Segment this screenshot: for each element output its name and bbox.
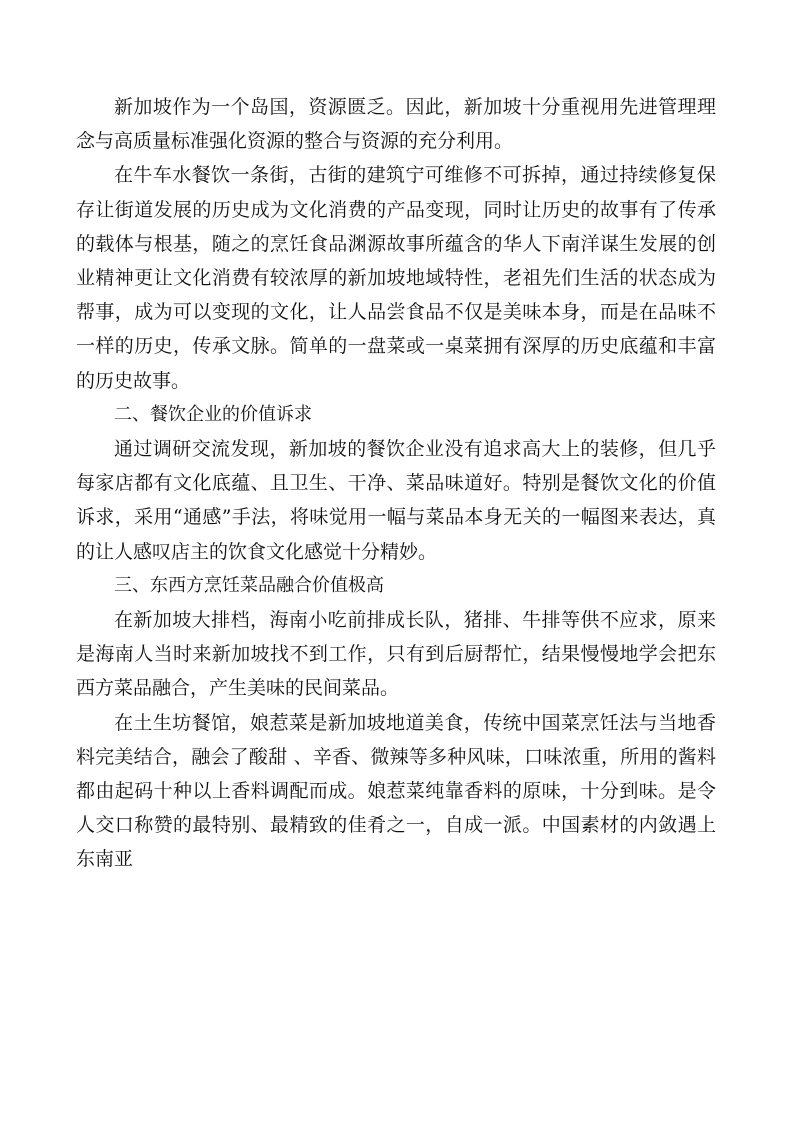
paragraph-chinatown-street: 在牛车水餐饮一条街，古街的建筑宁可维修不可拆掉，通过持续修复保存让街道发展的历史成为文化消费的产品变现，同时让历史的故事有了传承的载体与根基，随之的烹饪食品渊源故事所蕴含的华人下南洋谋生发展的创业精神更让文化消费有较浓厚的新加坡地域特性，老祖先们生活的状态成为帮事，成为可以变现的文化，让人品尝食品不仅是美味本身，而是在品味不一样的历史，传承文脉。简单的一盘菜或一桌菜拥有深厚的历史底蕴和丰富的历史故事。 <box>76 164 716 392</box>
section-heading-east-west-fusion: 三、东西方烹饪菜品融合价值极高 <box>114 574 384 596</box>
paragraph-resources: 新加坡作为一个岛国，资源匮乏。因此，新加坡十分重视用先进管理理念与高质量标准强化资源的整合与资源的充分利用。 <box>76 96 716 153</box>
paragraph-hawker-centre: 在新加坡大排档，海南小吃前排成长队，猪排、牛排等供不应求，原来是海南人当时来新加坡找不到工作，只有到后厨帮忙，结果慢慢地学会把东西方菜品融合，产生美味的民间菜品。 <box>76 609 716 700</box>
section-heading-value-pursuit: 二、餐饮企业的价值诉求 <box>114 403 312 425</box>
paragraph-nyonya-cuisine: 在土生坊餐馆，娘惹菜是新加坡地道美食，传统中国菜烹饪法与当地香料完美结合，融会了酸甜 、辛香、微辣等多种风味，口味浓重，所用的酱料都由起码十种以上香料调配而成。娘惹菜纯靠香料的原味，十分到味。是令人交口称赞的最特别、最精致的佳肴之一，自成一派。中国素材的内敛遇上东南亚 <box>76 711 716 871</box>
document-body <box>76 90 716 877</box>
paragraph-research-findings: 通过调研交流发现，新加坡的餐饮企业没有追求高大上的装修，但几乎每家店都有文化底蕴、且卫生、干净、菜品味道好。特别是餐饮文化的价值诉求，采用“通感”手法，将味觉用一幅与菜品本身无关的一幅图来表达，真的让人感叹店主的饮食文化感觉十分精妙。 <box>76 438 716 563</box>
